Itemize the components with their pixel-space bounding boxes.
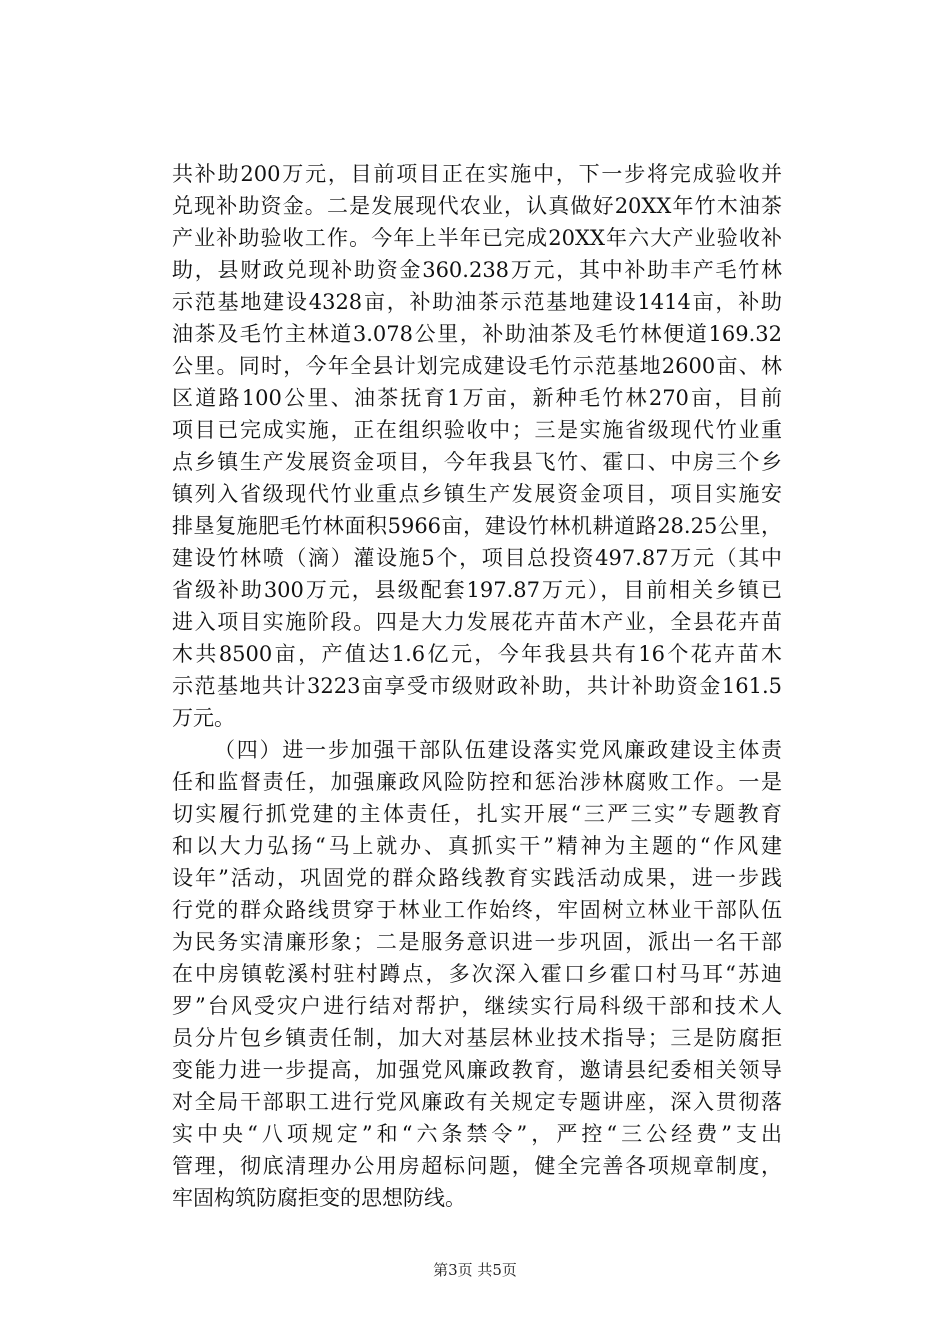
text-line: 实中央“八项规定”和“六条禁令”，严控“三公经费”支出 xyxy=(172,1122,782,1146)
text-line: 产业补助验收工作。今年上半年已完成20XX年六大产业验收补 xyxy=(172,226,782,250)
text-line: 建设竹林喷（滴）灌设施5个，项目总投资497.87万元（其中 xyxy=(172,546,782,570)
text-line: 项目已完成实施，正在组织验收中；三是实施省级现代竹业重 xyxy=(172,418,782,442)
text-line: 任和监督责任，加强廉政风险防控和惩治涉林腐败工作。一是 xyxy=(172,770,782,794)
text-line: 公里。同时，今年全县计划完成建设毛竹示范基地2600亩、林 xyxy=(172,354,782,378)
text-line: 点乡镇生产发展资金项目，今年我县飞竹、霍口、中房三个乡 xyxy=(172,450,782,474)
text-line: 省级补助300万元，县级配套197.87万元），目前相关乡镇已 xyxy=(172,578,782,602)
text-line: 油茶及毛竹主林道3.078公里，补助油茶及毛竹林便道169.32 xyxy=(172,322,782,346)
text-line: 区道路100公里、油茶抚育1万亩，新种毛竹林270亩，目前 xyxy=(172,386,782,410)
text-line: 万元。 xyxy=(172,706,235,730)
text-line: 示范基地建设4328亩，补助油茶示范基地建设1414亩，补助 xyxy=(172,290,782,314)
paragraph-cadre-team-building xyxy=(172,734,782,1214)
text-line: 切实履行抓党建的主体责任，扎实开展“三严三实”专题教育 xyxy=(172,802,782,826)
text-line: 管理，彻底清理办公用房超标问题，健全完善各项规章制度， xyxy=(172,1154,782,1178)
page-number-footer: 第3页 共5页 xyxy=(433,1261,517,1279)
text-line: （四）进一步加强干部队伍建设落实党风廉政建设主体责 xyxy=(214,738,782,762)
text-line: 共补助200万元，目前项目正在实施中，下一步将完成验收并 xyxy=(172,162,782,186)
text-line: 变能力进一步提高，加强党风廉政教育，邀请县纪委相关领导 xyxy=(172,1058,782,1082)
text-line: 行党的群众路线贯穿于林业工作始终，牢固树立林业干部队伍 xyxy=(172,898,782,922)
text-line: 设年”活动，巩固党的群众路线教育实践活动成果，进一步践 xyxy=(172,866,782,890)
text-line: 在中房镇乾溪村驻村蹲点，多次深入霍口乡霍口村马耳“苏迪 xyxy=(172,962,782,986)
body-text xyxy=(172,158,782,1214)
paragraph-funding-projects xyxy=(172,158,782,734)
text-line: 排垦复施肥毛竹林面积5966亩，建设竹林机耕道路28.25公里， xyxy=(172,514,782,538)
text-line: 助，县财政兑现补助资金360.238万元，其中补助丰产毛竹林 xyxy=(172,258,782,282)
text-line: 牢固构筑防腐拒变的思想防线。 xyxy=(172,1186,466,1210)
text-line: 对全局干部职工进行党风廉政有关规定专题讲座，深入贯彻落 xyxy=(172,1090,782,1114)
text-line: 示范基地共计3223亩享受市级财政补助，共计补助资金161.5 xyxy=(172,674,782,698)
text-line: 镇列入省级现代竹业重点乡镇生产发展资金项目，项目实施安 xyxy=(172,482,782,506)
text-line: 为民务实清廉形象；二是服务意识进一步巩固，派出一名干部 xyxy=(172,930,782,954)
text-line: 和以大力弘扬“马上就办、真抓实干”精神为主题的“作风建 xyxy=(172,834,782,858)
text-line: 木共8500亩，产值达1.6亿元，今年我县共有16个花卉苗木 xyxy=(172,642,782,666)
text-line: 兑现补助资金。二是发展现代农业，认真做好20XX年竹木油茶 xyxy=(172,194,782,218)
text-line: 罗”台风受灾户进行结对帮护，继续实行局科级干部和技术人 xyxy=(172,994,782,1018)
text-line: 进入项目实施阶段。四是大力发展花卉苗木产业，全县花卉苗 xyxy=(172,610,782,634)
text-line: 员分片包乡镇责任制，加大对基层林业技术指导；三是防腐拒 xyxy=(172,1026,782,1050)
